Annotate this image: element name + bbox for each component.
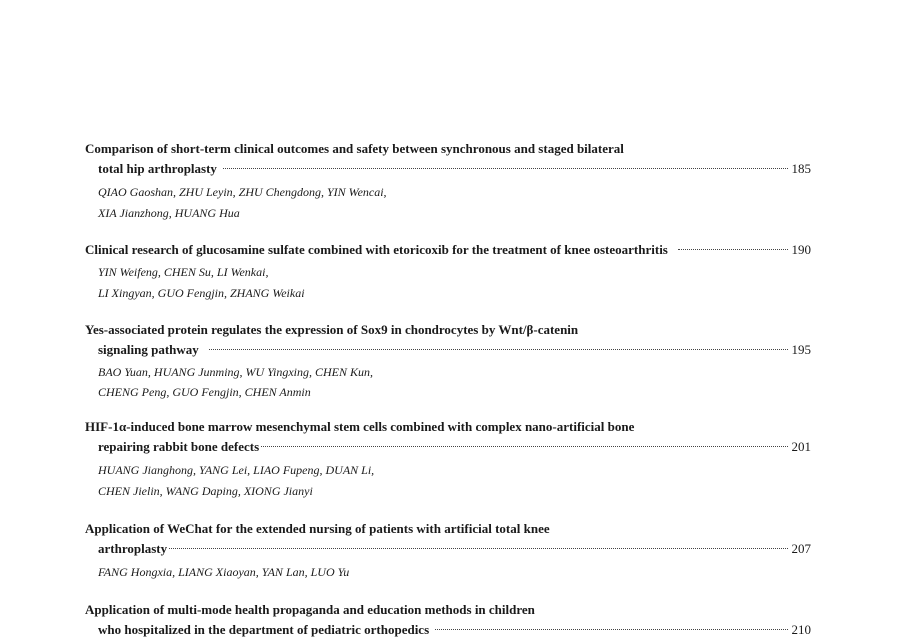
article-authors-line: YIN Weifeng, CHEN Su, LI Wenkai, (98, 265, 269, 279)
leader-dots (435, 629, 787, 630)
article-title-leader-row (85, 159, 811, 179)
article-title-leader-row (85, 240, 811, 260)
toc-entry (85, 600, 811, 640)
article-title-leader-row (85, 437, 811, 457)
leader-dots (678, 249, 788, 250)
article-title-leader-row (85, 340, 811, 360)
article-authors-line: HUANG Jianghong, YANG Lei, LIAO Fupeng, DUAN Li, (98, 463, 375, 477)
article-title-line: Comparison of short-term clinical outcomes and safety between synchronous and staged bilateral (85, 141, 624, 156)
leader-dots (209, 349, 788, 350)
article-title-end: repairing rabbit bone defects (98, 439, 260, 454)
page-number: 210 (791, 622, 811, 637)
article-title-end: total hip arthroplasty (98, 161, 217, 176)
article-authors-line: QIAO Gaoshan, ZHU Leyin, ZHU Chengdong, YIN Wencai, (98, 185, 387, 199)
article-authors-line: CHEN Jielin, WANG Daping, XIONG Jianyi (98, 484, 313, 498)
article-title-leader-row (85, 539, 811, 559)
article-authors-line: FANG Hongxia, LIANG Xiaoyan, YAN Lan, LUO Yu (98, 565, 350, 579)
article-title-end: signaling pathway (98, 342, 199, 357)
article-title: Clinical research of glucosamine sulfate combined with etoricoxib for the treatment of knee osteoarthritis (85, 242, 668, 257)
article-authors-line: CHENG Peng, GUO Fengjin, CHEN Anmin (98, 385, 311, 399)
article-authors-line: XIA Jianzhong, HUANG Hua (98, 206, 240, 220)
table-of-contents (85, 139, 811, 640)
toc-entry (85, 519, 811, 583)
article-title-line: HIF-1α-induced bone marrow mesenchymal stem cells combined with complex nano-artificial bone (85, 419, 635, 434)
page-number: 207 (791, 541, 811, 556)
article-title-leader-row (85, 620, 811, 640)
leader-dots (169, 548, 787, 549)
leader-dots (223, 168, 788, 169)
article-title-end: who hospitalized in the department of pediatric orthopedics (98, 622, 430, 637)
page-number: 201 (791, 439, 811, 454)
toc-entry (85, 417, 811, 502)
article-title-line: Application of WeChat for the extended nursing of patients with artificial total knee (85, 521, 550, 536)
article-title-line: Application of multi-mode health propaganda and education methods in children (85, 602, 535, 617)
article-title-end: arthroplasty (98, 541, 168, 556)
toc-entry (85, 320, 811, 402)
leader-dots (261, 446, 787, 447)
page-number: 190 (791, 242, 811, 257)
article-authors-line: BAO Yuan, HUANG Junming, WU Yingxing, CHEN Kun, (98, 365, 374, 379)
page-number: 185 (791, 161, 811, 176)
article-title-line: Yes-associated protein regulates the expression of Sox9 in chondrocytes by Wnt/β-catenin (85, 322, 579, 337)
article-authors-line: LI Xingyan, GUO Fengjin, ZHANG Weikai (98, 286, 305, 300)
toc-entry (85, 139, 811, 224)
toc-entry (85, 240, 811, 304)
page-number: 195 (791, 342, 811, 357)
